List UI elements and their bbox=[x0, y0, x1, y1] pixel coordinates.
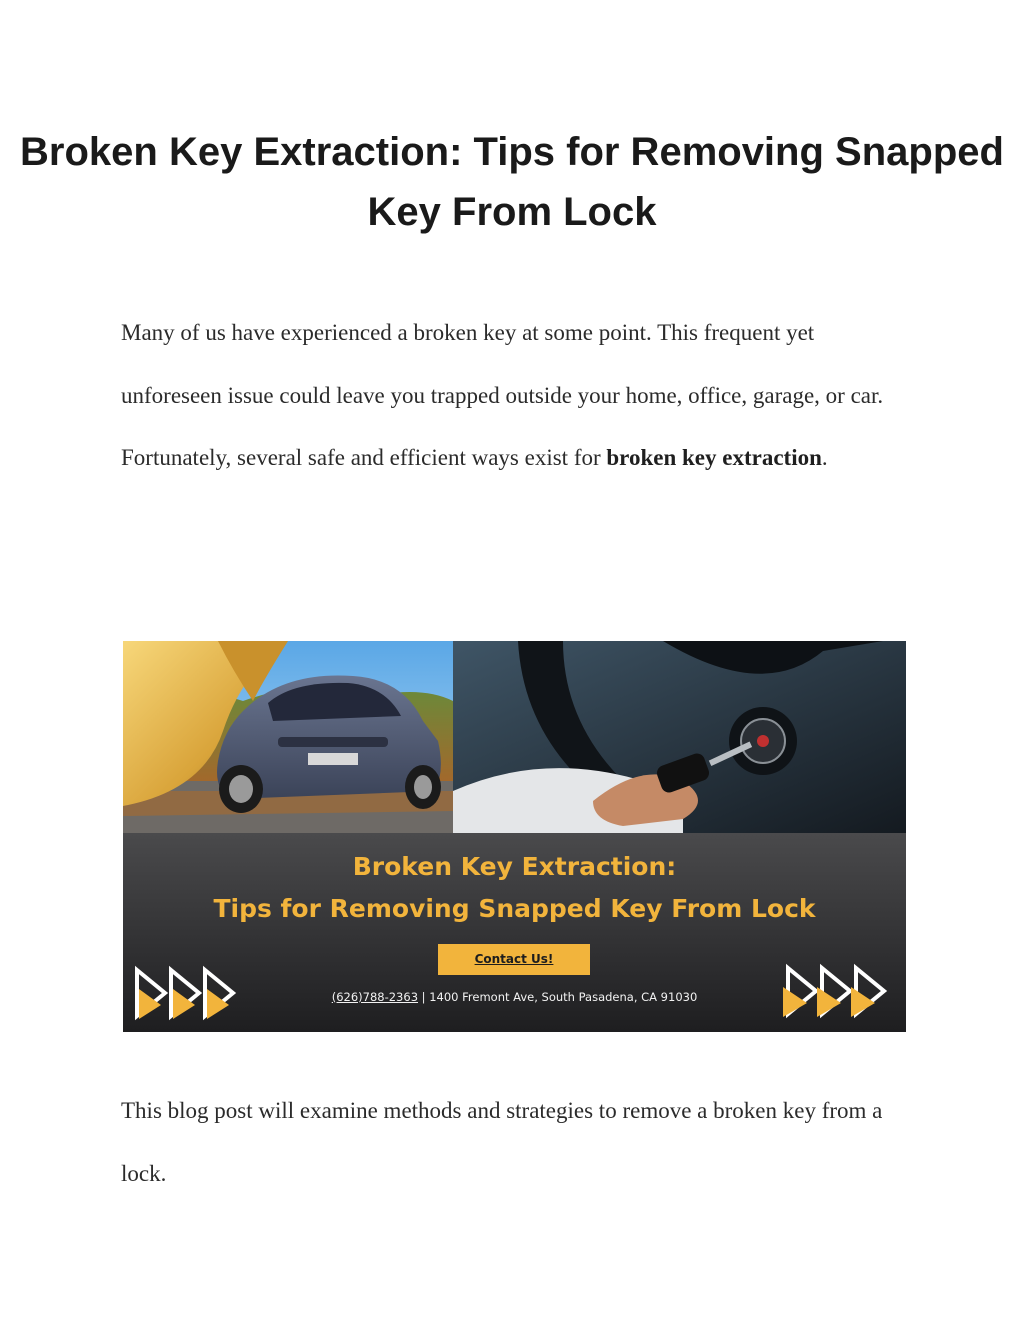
contact-separator: | bbox=[418, 990, 430, 1004]
intro-text-end: . bbox=[821, 445, 828, 470]
banner-contact-line bbox=[123, 990, 906, 1004]
intro-paragraph bbox=[121, 302, 911, 490]
page-title: Broken Key Extraction: Tips for Removing Snapped Key From Lock bbox=[20, 130, 1004, 234]
contact-us-button[interactable]: Contact Us! bbox=[438, 944, 590, 975]
closing-paragraph: This blog post will examine methods and strategies to remove a broken key from a lock. bbox=[121, 1098, 883, 1186]
phone-link[interactable]: (626)788-2363 bbox=[331, 990, 419, 1004]
intro-text: Many of us have experienced a broken key at some point. This frequent yet unforeseen issue could leave you trapped outside your home, office, garage, or car. Fortunately, several safe and efficient ways exist for bbox=[121, 320, 884, 470]
intro-bold-term: broken key extraction bbox=[606, 445, 822, 470]
ignition-key-photo bbox=[453, 641, 906, 833]
article-banner-image bbox=[123, 641, 906, 1032]
banner-address: 1400 Fremont Ave, South Pasadena, CA 91030 bbox=[429, 990, 698, 1004]
banner-headline-2: Tips for Removing Snapped Key From Lock bbox=[213, 894, 816, 923]
banner-headline-1: Broken Key Extraction: bbox=[352, 852, 677, 881]
